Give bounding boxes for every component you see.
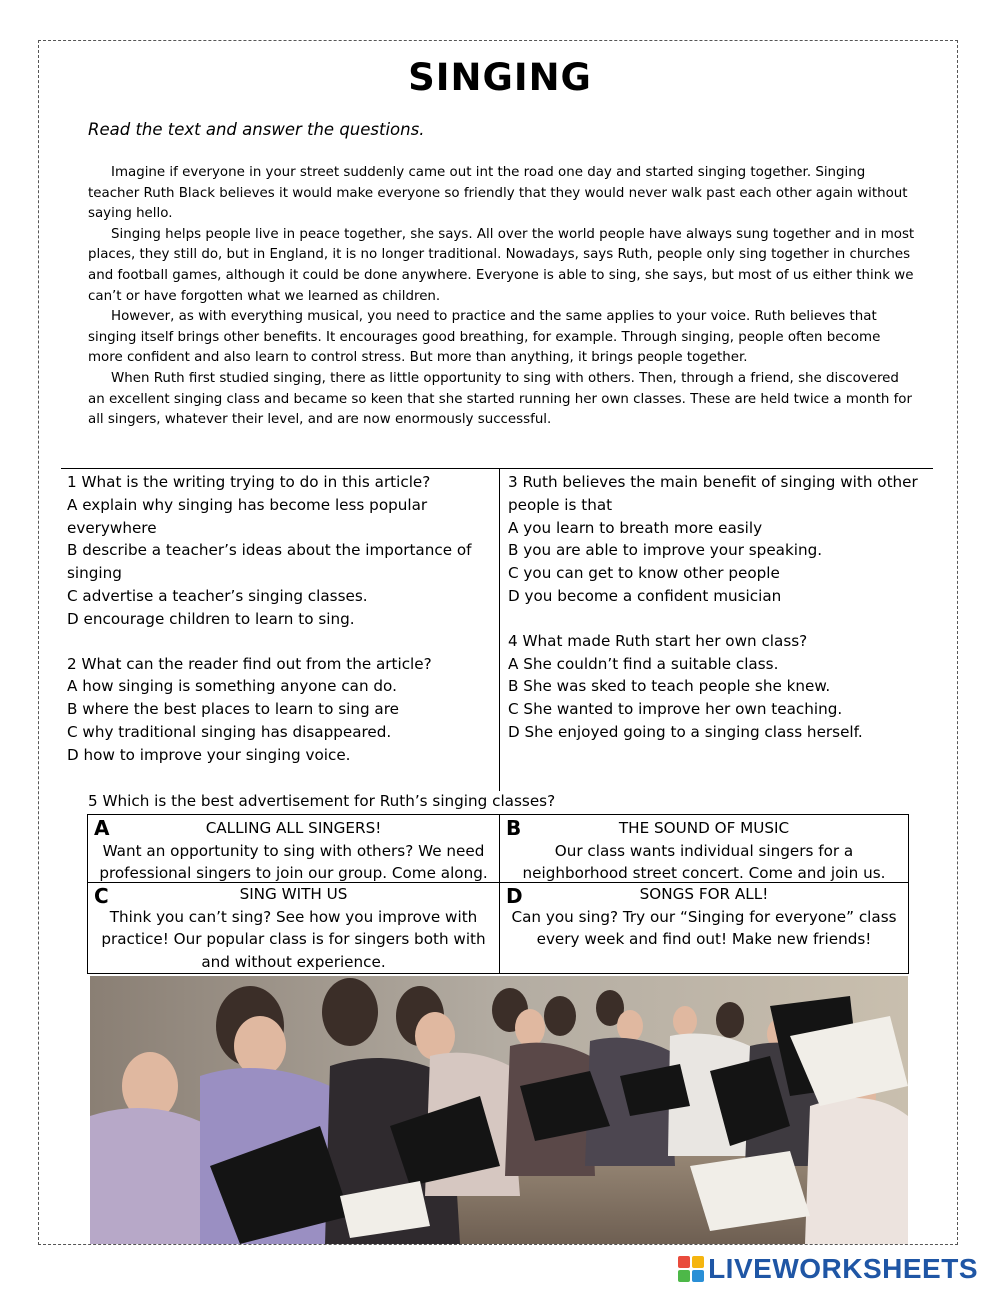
answer-option[interactable]: A how singing is something anyone can do. xyxy=(67,677,397,696)
ad-heading: SING WITH US xyxy=(239,885,348,903)
logo-block xyxy=(678,1270,690,1282)
choir-photo xyxy=(90,976,908,1244)
question-stem: 1 What is the writing trying to do in this article? xyxy=(67,473,431,491)
ad-option-c[interactable] xyxy=(88,883,499,973)
answer-option[interactable]: A explain why singing has become less popular everywhere xyxy=(67,495,428,537)
questions-left-column xyxy=(67,471,495,767)
answer-option[interactable]: D you become a confident musician xyxy=(508,586,782,605)
answer-option[interactable]: D how to improve your singing voice. xyxy=(67,745,351,764)
logo-block xyxy=(692,1270,704,1282)
answer-option[interactable]: B where the best places to learn to sing are xyxy=(67,700,399,719)
question-stem: 2 What can the reader find out from the article? xyxy=(67,654,432,673)
answer-option[interactable]: C She wanted to improve her own teaching. xyxy=(508,700,843,719)
answer-option[interactable]: B describe a teacher’s ideas about the importance of singing xyxy=(67,541,472,583)
answer-option[interactable]: B She was sked to teach people she knew. xyxy=(508,677,831,696)
ad-letter: B xyxy=(506,816,522,840)
question-3 xyxy=(508,471,928,608)
logo-block xyxy=(692,1256,704,1268)
column-divider xyxy=(499,469,500,791)
question-1 xyxy=(67,471,495,631)
ad-heading: CALLING ALL SINGERS! xyxy=(205,819,382,837)
ad-letter: C xyxy=(94,884,109,908)
answer-option[interactable]: A you learn to breath more easily xyxy=(508,518,763,537)
ad-body: Want an opportunity to sing with others? We need professional singers to join our group. Come along. xyxy=(99,841,488,883)
brand-name: LIVEWORKSHEETS xyxy=(708,1253,978,1284)
ad-body: Can you sing? Try our “Singing for everyone” class every week and find out! Make new friends! xyxy=(511,907,897,949)
questions-right-column xyxy=(508,471,928,744)
question-5-stem: 5 Which is the best advertisement for Ruth’s singing classes? xyxy=(88,792,556,810)
answer-option[interactable]: D encourage children to learn to sing. xyxy=(67,609,355,628)
ad-option-b[interactable] xyxy=(500,815,908,882)
reading-passage xyxy=(88,163,918,431)
advertisement-table xyxy=(87,814,909,974)
footer-logo xyxy=(678,1253,978,1285)
question-4 xyxy=(508,630,928,744)
ad-letter: A xyxy=(94,816,110,840)
answer-option[interactable]: A She couldn’t find a suitable class. xyxy=(508,654,779,673)
ad-body: Our class wants individual singers for a neighborhood street concert. Come and join us. xyxy=(522,841,886,883)
ad-letter: D xyxy=(506,884,523,908)
answer-option[interactable]: C why traditional singing has disappeared. xyxy=(67,722,392,741)
ad-heading: SONGS FOR ALL! xyxy=(639,885,769,903)
question-stem: 3 Ruth believes the main benefit of singing with other people is that xyxy=(508,473,918,514)
logo-block xyxy=(678,1256,690,1268)
answer-option[interactable]: C you can get to know other people xyxy=(508,564,780,583)
question-2 xyxy=(67,653,495,767)
passage-paragraph: Singing helps people live in peace together, she says. All over the world people have always sung together and in most places, they still do, but in England, it is no longer traditional. Nowadays, says Ruth, people only sing together in churches and football games, although it could be done anywhere. Everyone is able to sing, she says, but most of us either think we can’t or have forgotten what we learned as children. xyxy=(88,226,915,304)
ad-body: Think you can’t sing? See how you improve with practice! Our popular class is for singers both with and without experience. xyxy=(101,907,486,971)
logo-blocks-icon xyxy=(678,1256,704,1282)
questions-table xyxy=(61,468,933,791)
answer-option[interactable]: C advertise a teacher’s singing classes. xyxy=(67,586,368,605)
passage-paragraph: Imagine if everyone in your street suddenly came out int the road one day and started singing together. Singing teacher Ruth Black believes it would make everyone so friendly that they would never walk past each other again without saying hello. xyxy=(88,165,908,222)
passage-paragraph: However, as with everything musical, you need to practice and the same applies to your voice. Ruth believes that singing itself brings other benefits. It encourages good breathing, for example. Through singing, people often become more confident and also learn to control stress. But more than anything, it brings people together. xyxy=(88,309,881,366)
answer-option[interactable]: D She enjoyed going to a singing class herself. xyxy=(508,722,863,741)
passage-paragraph: When Ruth first studied singing, there as little opportunity to sing with others. Then, through a friend, she discovered an excellent singing class and became so keen that she started running her own classes. These are held twice a month for all singers, whatever their level, and are now enormously successful. xyxy=(88,370,913,428)
ad-heading: THE SOUND OF MUSIC xyxy=(618,819,790,837)
ad-option-d[interactable] xyxy=(500,883,908,973)
answer-option[interactable]: B you are able to improve your speaking. xyxy=(508,541,823,560)
instruction: Read the text and answer the questions. xyxy=(88,120,425,139)
page-title: SINGING xyxy=(408,56,592,99)
ad-option-a[interactable] xyxy=(88,815,499,882)
question-stem: 4 What made Ruth start her own class? xyxy=(508,631,808,650)
